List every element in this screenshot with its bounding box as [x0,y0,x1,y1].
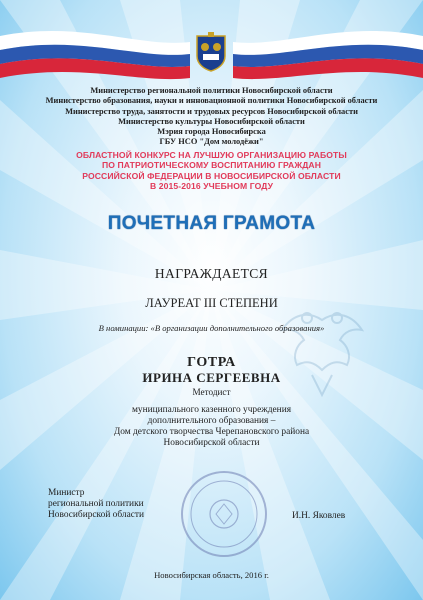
signer-title [48,488,144,522]
ministry-line: ГБУ НСО "Дом молодёжи" [159,137,264,147]
nomination-text: В номинации: «В организации дополнительного образования» [98,323,325,333]
contest-line: ОБЛАСТНОЙ КОНКУРС НА ЛУЧШУЮ ОРГАНИЗАЦИЮ РАБОТЫ [76,150,347,160]
signer-title-line: региональной политики [48,499,144,510]
recipient-surname: ГОТРА [187,355,236,370]
certificate-title: ПОЧЕТНАЯ ГРАМОТА [107,213,316,234]
organization-line: муниципального казенного учреждения [131,405,292,415]
ministry-line: Министерство культуры Новосибирской области [118,116,305,126]
ministry-line: Министерство образования, науки и инновационной политики Новосибирской области [45,96,378,106]
contest-name [10,150,413,192]
awarded-label: НАГРАЖДАЕТСЯ [154,266,269,281]
coat-of-arms-emblem-icon [194,32,228,72]
recipient-given-names: ИРИНА СЕРГЕЕВНА [142,370,281,385]
place-and-date: Новосибирская область, 2016 г. [154,570,269,580]
signer-title-line: Новосибирской области [48,510,145,521]
official-seal-icon [180,470,268,558]
recipient-organization [60,405,363,449]
ministry-line: Министерство труда, занятости и трудовых ресурсов Новосибирской области [65,106,358,116]
ministry-line: Мэрия города Новосибирска [157,127,266,137]
ministries-list [20,86,403,148]
signer-title-line: Министр [48,488,85,498]
signer-name: И.Н. Яковлев [292,511,346,521]
recipient-position: Методист [192,387,231,397]
laureate-degree: ЛАУРЕАТ III СТЕПЕНИ [145,296,278,310]
organization-line: Дом детского творчества Черепановского района [113,427,310,437]
contest-line: ПО ПАТРИОТИЧЕСКОМУ ВОСПИТАНИЮ ГРАЖДАН [101,160,322,171]
contest-line: В 2015-2016 УЧЕБНОМ ГОДУ [149,181,274,192]
organization-line: дополнительного образования – [147,416,276,426]
contest-line: РОССИЙСКОЙ ФЕДЕРАЦИИ В НОВОСИБИРСКОЙ ОБЛАСТИ [82,170,341,181]
organization-line: Новосибирской области [163,438,260,448]
ministry-line: Министерство региональной политики Новосибирской области [90,86,333,95]
